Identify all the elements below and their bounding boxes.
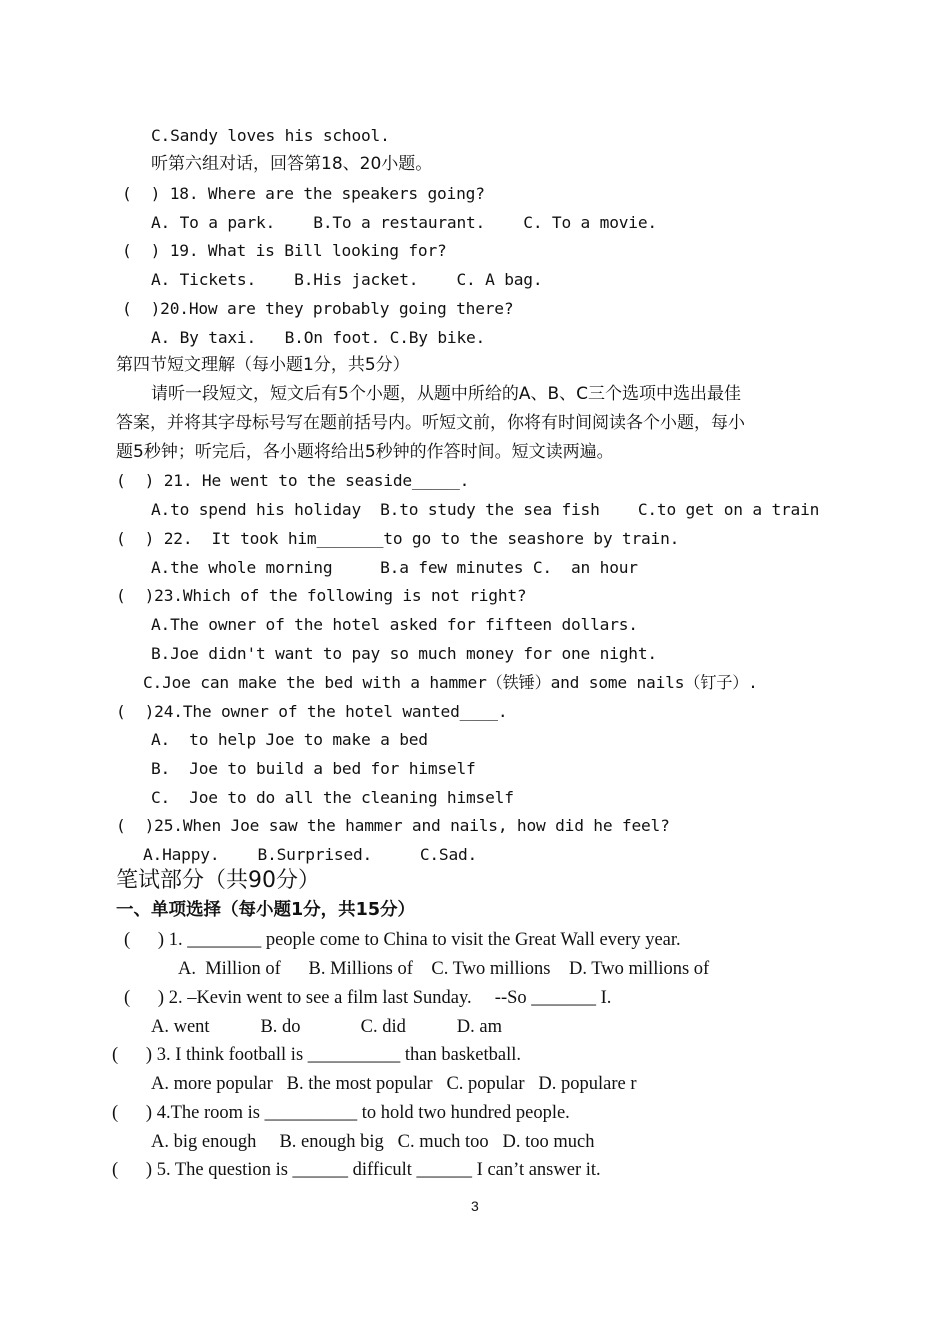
written-section-title: 笔试部分（共90分） bbox=[116, 868, 320, 893]
question-2-options: A. went B. do C. did D. am bbox=[151, 1017, 502, 1037]
question-24: ( )24.The owner of the hotel wanted____. bbox=[116, 702, 508, 721]
section-4-title: 第四节短文理解（每小题1分，共5分） bbox=[116, 355, 410, 375]
question-20: ( )20.How are they probably going there? bbox=[122, 299, 514, 318]
question-2: ( ) 2. –Kevin went to see a film last Sunday. --So _______ I. bbox=[124, 988, 612, 1008]
question-3: ( ) 3. I think football is __________ than basketball. bbox=[112, 1045, 521, 1065]
question-20-options: A. By taxi. B.On foot. C.By bike. bbox=[151, 328, 486, 347]
question-24-option-a: A. to help Joe to make a bed bbox=[151, 730, 428, 749]
question-22-options: A.the whole morning B.a few minutes C. an hour bbox=[151, 558, 638, 577]
question-23: ( )23.Which of the following is not right? bbox=[116, 586, 527, 605]
question-22: ( ) 22. It took him_______to go to the seashore by train. bbox=[116, 529, 680, 548]
question-5: ( ) 5. The question is ______ difficult ______ I can’t answer it. bbox=[112, 1160, 601, 1180]
question-23-option-c: C.Joe can make the bed with a hammer（铁锤）and some nails（钉子）. bbox=[143, 673, 758, 692]
section-4-instruction: 题5秒钟；听完后，各小题将给出5秒钟的作答时间。短文读两遍。 bbox=[116, 442, 614, 462]
question-4-options: A. big enough B. enough big C. much too D. too much bbox=[151, 1132, 595, 1152]
page-number: 3 bbox=[471, 1198, 479, 1214]
question-1-options: A. Million of B. Millions of C. Two millions D. Two millions of bbox=[178, 959, 710, 979]
question-18-options: A. To a park. B.To a restaurant. C. To a movie. bbox=[151, 213, 657, 232]
question-21-options: A.to spend his holiday B.to study the sea fish C.to get on a train bbox=[151, 500, 820, 519]
question-19: ( ) 19. What is Bill looking for? bbox=[122, 241, 447, 260]
question-21: ( ) 21. He went to the seaside_____. bbox=[116, 471, 470, 490]
question-23-option-b: B.Joe didn't want to pay so much money for one night. bbox=[151, 644, 657, 663]
question-23-option-a: A.The owner of the hotel asked for fifteen dollars. bbox=[151, 615, 638, 634]
dialogue-instruction: 听第六组对话，回答第18、20小题。 bbox=[151, 154, 433, 174]
question-25-options: A.Happy. B.Surprised. C.Sad. bbox=[143, 845, 478, 864]
section-4-instruction: 答案，并将其字母标号写在题前括号内。听短文前，你将有时间阅读各个小题，每小 bbox=[116, 413, 745, 433]
question-19-options: A. Tickets. B.His jacket. C. A bag. bbox=[151, 270, 543, 289]
question-24-option-c: C. Joe to do all the cleaning himself bbox=[151, 788, 514, 807]
part-1-title: 一、单项选择（每小题1分，共15分） bbox=[116, 900, 416, 920]
question-25: ( )25.When Joe saw the hammer and nails, how did he feel? bbox=[116, 816, 670, 835]
question-18: ( ) 18. Where are the speakers going? bbox=[122, 184, 485, 203]
question-4: ( ) 4.The room is __________ to hold two hundred people. bbox=[112, 1103, 570, 1123]
question-24-option-b: B. Joe to build a bed for himself bbox=[151, 759, 476, 778]
question-3-options: A. more popular B. the most popular C. popular D. populare r bbox=[151, 1074, 637, 1094]
section-4-instruction: 请听一段短文，短文后有5个小题，从题中所给的A、B、C三个选项中选出最佳 bbox=[151, 384, 741, 404]
question-1: ( ) 1. ________ people come to China to visit the Great Wall every year. bbox=[124, 930, 681, 950]
listening-option-line: C.Sandy loves his school. bbox=[151, 126, 390, 145]
